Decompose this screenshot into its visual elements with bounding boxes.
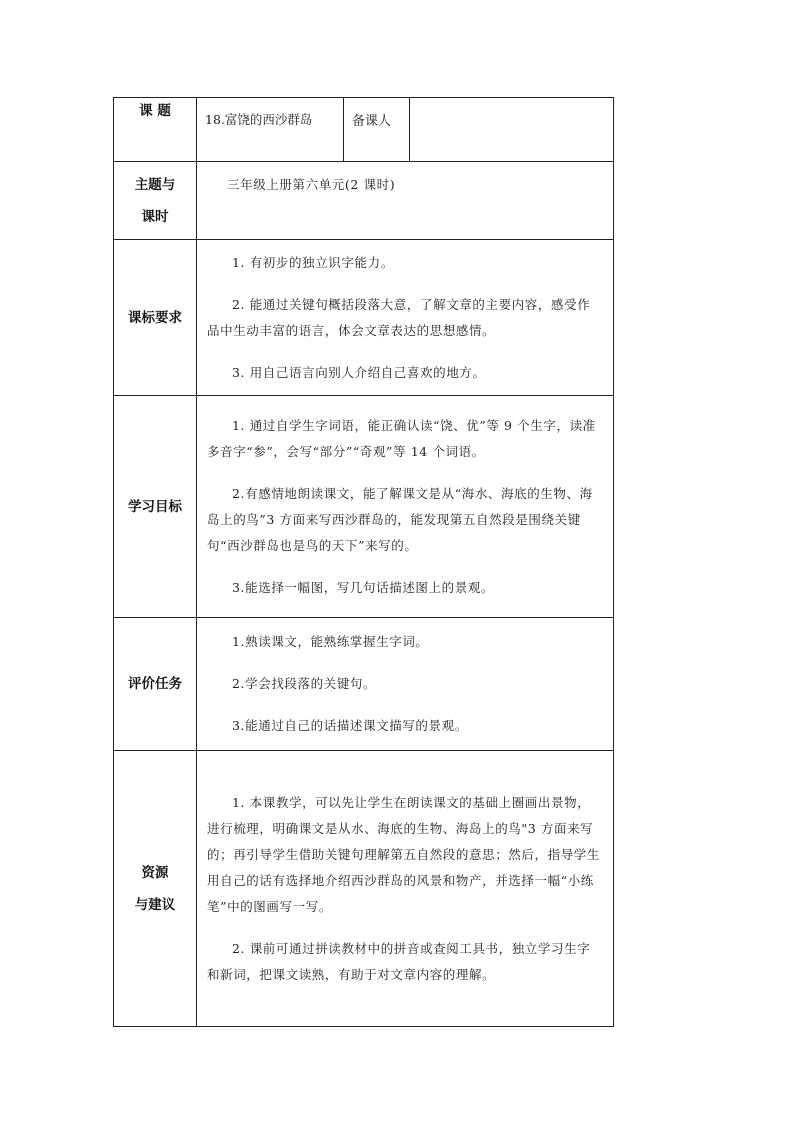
assessment-item: 1.熟读课文，能熟练掌握生字词。 [232,634,429,649]
curriculum-item: 3. 用自己语言向别人介绍自己喜欢的地方。 [232,364,486,380]
curriculum-item: 2. 能通过关键句概括段落大意，了解文章的主要内容，感受作品中生动丰富的语言，体会文章表达的思想感情。 [207,296,591,338]
theme-content [197,162,614,240]
goals-item: 3.能选择一幅图，写几句话描述图上的景观。 [232,579,495,595]
goals-label-text: 学习目标 [128,498,182,515]
curriculum-content [197,240,614,396]
curriculum-item: 1. 有初步的独立识字能力。 [232,254,394,270]
curriculum-row [114,240,614,396]
lesson-title-cell [197,98,344,162]
assessment-label [114,618,197,751]
preparer-value-cell [410,98,614,162]
topic-row [114,98,614,162]
topic-label-text: 课 题 [139,103,171,119]
preparer-label-cell [344,98,410,162]
resources-label [114,751,197,1027]
lesson-title: 18.富饶的西沙群岛 [205,112,313,127]
resources-item: 2. 课前可通过拼读教材中的拼音或查阅工具书，独立学习生字和新词，把课文读熟，有助于对文章内容的理解。 [207,940,591,982]
resources-content [197,751,614,1027]
assessment-label-text: 评价任务 [128,676,182,692]
assessment-item: 2.学会找段落的关键句。 [232,676,377,691]
assessment-item: 3.能通过自己的话描述课文描写的景观。 [232,718,468,733]
theme-text: 三年级上册第六单元(2 课时) [227,177,396,192]
assessment-content [197,618,614,751]
preparer-label: 备课人 [352,114,392,129]
theme-label-line1: 主题与 [134,176,176,193]
resources-label-line1: 资源 [141,864,169,881]
resources-item: 1. 本课教学，可以先让学生在朗读课文的基础上圈画出景物，进行梳理，明确课文是从水、海底的生物、海岛上的鸟"3 方面来写的；再引导学生借助关键句理解第五自然段的意思；然后，指导学生用自己的话有选择地介绍西沙群岛的风景和物产，并选择一幅“小练笔”中的图画写一写。 [207,794,601,914]
theme-label [114,162,197,240]
theme-row [114,162,614,240]
goals-content [197,396,614,618]
goals-row [114,396,614,618]
assessment-row [114,618,614,751]
curriculum-label-text: 课标要求 [128,309,182,326]
goals-label [114,396,197,618]
resources-label-line2: 与建议 [134,896,176,913]
goals-item: 1. 通过自学生字词语，能正确认读“饶、优”等 9 个生字，读准多音字“参”，会写“部分”“奇观”等 14 个词语。 [207,417,596,459]
curriculum-label [114,240,197,396]
theme-label-line2: 课时 [141,208,169,225]
goals-item: 2.有感情地朗读课文，能了解课文是从“海水、海底的生物、海岛上的鸟”3 方面来写西沙群岛的，能发现第五自然段是围绕关键句“西沙群岛也是鸟的天下”来写的。 [207,485,593,553]
lesson-plan-table [113,97,614,1027]
topic-label [114,98,197,162]
resources-row [114,751,614,1027]
